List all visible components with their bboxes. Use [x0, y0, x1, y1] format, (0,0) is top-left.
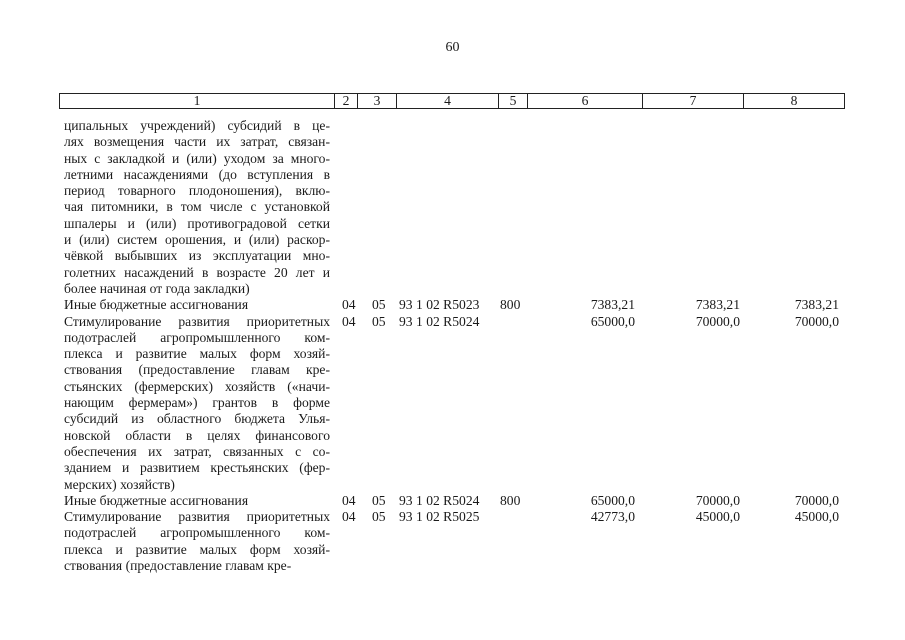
header-col-3: 3: [357, 94, 396, 108]
description-line: лях возмещения части их затрат, связан-: [64, 134, 330, 150]
section-code: 04: [342, 297, 356, 313]
row-description: [64, 509, 330, 574]
subsection-code: 05: [372, 492, 386, 508]
description-line: Стимулирование развития приоритетных: [64, 509, 330, 525]
section-code: 04: [342, 313, 356, 329]
description-line: подотраслей агропромышленного ком-: [64, 525, 330, 541]
subsection-code: 05: [372, 509, 386, 525]
description-line: Иные бюджетные ассигнования: [64, 492, 249, 508]
description-line: мерских) хозяйств): [64, 476, 175, 492]
description-line: ствования (предоставление главам кре-: [64, 362, 330, 378]
table-header: [59, 93, 845, 109]
amount-year-1: 7383,21: [590, 297, 635, 313]
amount-year-2: 70000,0: [695, 313, 740, 329]
amount-year-2: 45000,0: [695, 509, 740, 525]
amount-year-3: 70000,0: [794, 313, 839, 329]
section-code: 04: [342, 492, 356, 508]
description-line: плекса и развитие малых форм хозяй-: [64, 346, 330, 362]
description-line: подотраслей агропромышленного ком-: [64, 329, 330, 345]
row-description: [64, 314, 330, 493]
description-line: и (или) систем орошения, и (или) раскор-: [64, 232, 330, 248]
description-line: более начиная от года закладки): [64, 280, 250, 296]
section-code: 04: [342, 509, 356, 525]
table-row: [0, 297, 905, 313]
description-line: период товарного плодоношения), вклю-: [64, 183, 330, 199]
description-line: зданием и развитием крестьянских (фер-: [64, 460, 330, 476]
row-description: [64, 118, 330, 297]
description-line: ных с закладкой и (или) уходом за много-: [64, 150, 330, 166]
description-line: ствования (предоставление главам кре-: [64, 558, 292, 574]
header-col-2: 2: [334, 94, 357, 108]
description-line: обеспечения их затрат, связанных с со-: [64, 443, 330, 459]
header-col-6: 6: [527, 94, 642, 108]
expense-type-code: 800: [500, 492, 521, 508]
table-row: [0, 493, 905, 509]
header-col-8: 8: [743, 94, 844, 108]
amount-year-1: 42773,0: [590, 509, 635, 525]
description-line: нающим фермерам») грантов в форме: [64, 395, 330, 411]
amount-year-3: 7383,21: [794, 297, 839, 313]
description-line: Иные бюджетные ассигнования: [64, 297, 249, 313]
amount-year-2: 7383,21: [695, 297, 740, 313]
target-article-code: 93 1 02 R5025: [399, 509, 480, 525]
description-line: Стимулирование развития приоритетных: [64, 313, 330, 329]
subsection-code: 05: [372, 313, 386, 329]
row-description: [64, 297, 330, 313]
description-line: голетних насаждений в возрасте 20 лет и: [64, 264, 330, 280]
amount-year-3: 70000,0: [794, 492, 839, 508]
table-body: [0, 118, 905, 574]
amount-year-1: 65000,0: [590, 492, 635, 508]
page-number: 60: [445, 40, 460, 55]
amount-year-2: 70000,0: [695, 492, 740, 508]
target-article-code: 93 1 02 R5024: [399, 492, 480, 508]
description-line: субсидий из областного бюджета Улья-: [64, 411, 330, 427]
subsection-code: 05: [372, 297, 386, 313]
target-article-code: 93 1 02 R5024: [399, 313, 480, 329]
table-row: [0, 509, 905, 574]
header-col-4: 4: [396, 94, 498, 108]
description-line: стьянских (фермерских) хозяйств («начи-: [64, 378, 330, 394]
target-article-code: 93 1 02 R5023: [399, 297, 480, 313]
amount-year-3: 45000,0: [794, 509, 839, 525]
table-row: [0, 118, 905, 297]
header-col-1: 1: [193, 93, 201, 108]
description-line: новской области в целях финансового: [64, 427, 330, 443]
description-line: летними насаждениями (до вступления в: [64, 166, 330, 182]
header-col-5: 5: [498, 94, 527, 108]
row-description: [64, 493, 330, 509]
amount-year-1: 65000,0: [590, 313, 635, 329]
description-line: чёвкой выбывших из эксплуатации мно-: [64, 248, 330, 264]
table-row: [0, 314, 905, 493]
description-line: ципальных учреждений) субсидий в це-: [64, 118, 330, 133]
description-line: чая питомники, в том числе с установкой: [64, 199, 330, 215]
expense-type-code: 800: [500, 297, 521, 313]
description-line: шпалеры и (или) противоградовой сетки: [64, 215, 330, 231]
header-col-7: 7: [642, 94, 743, 108]
description-line: плекса и развитие малых форм хозяй-: [64, 541, 330, 557]
